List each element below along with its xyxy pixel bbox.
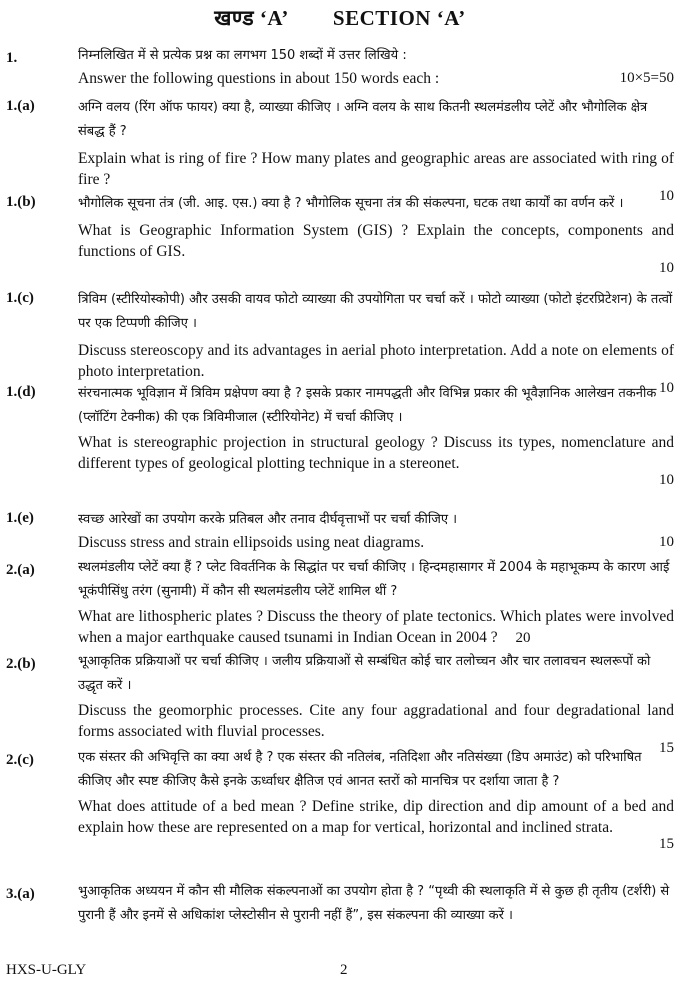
question-text-english: What are lithospheric plates ? Discuss the theory of plate tectonics. Which plates were involved when a major earthquake caused tsunami in Indian Ocean in 2004 ? (78, 608, 674, 646)
question-number: 1.(d) (6, 384, 36, 400)
question-marks: 10 (659, 472, 674, 488)
question-text-hindi: भौगोलिक सूचना तंत्र (जी. आइ. एस.) क्या है ? भौगोलिक सूचना तंत्र की संकल्पना, घटक तथा कार्यों का वर्णन करें । (78, 196, 624, 211)
question-text-hindi: भुआकृतिक अध्ययन में कौन सी मौलिक संकल्पनाओं का उपयोग होता है ? “पृथ्वी की स्थलाकृति में से कुछ ही तृतीय (टर्शरी) से पुरानी हैं और इनमें से अधिकांश प्लेस्टोसीन से पुरानी नहीं हैं”, इस संकल्पना की व्याख्या करें । (78, 884, 670, 923)
question-text-english: What is stereographic projection in structural geology ? Discuss its types, nomenclature and different types of geological plotting technique in a stereonet. (78, 434, 674, 472)
question-number: 1.(c) (6, 290, 34, 306)
question-number: 2.(b) (6, 656, 36, 672)
question-number: 2.(a) (6, 562, 35, 578)
question-text-hindi: एक संस्तर की अभिवृत्ति का क्या अर्थ है ? एक संस्तर की नतिलंब, नतिदिशा और नतिसंख्या (डिप अमाउंट) को परिभाषित कीजिए और स्पष्ट कीजिए कैसे इनके ऊर्ध्वाधर क्षैतिज एवं आनत स्तरों को मानचित्र पर दर्शाया जाता है ? (78, 750, 642, 789)
question-number: 1.(e) (6, 510, 34, 526)
question-number: 1.(b) (6, 194, 36, 210)
question-text-hindi: त्रिविम (स्टीरियोस्कोपी) और उसकी वायव फोटो व्याख्या की उपयोगिता पर चर्चा करें । फोटो व्याख्या (फोटो इंटरप्रिटेशन) के तत्वों पर एक टिप्पणी कीजिए । (78, 292, 673, 331)
section-heading (0, 4, 680, 32)
question-marks: 10 (659, 188, 674, 204)
question-marks: 10 (659, 380, 674, 396)
page-number: 2 (340, 962, 348, 978)
question-number: 2.(c) (6, 752, 34, 768)
question-text-english: Discuss stress and strain ellipsoids using neat diagrams. (78, 534, 425, 551)
question-marks: 10×5=50 (619, 70, 674, 86)
question-text-english: Explain what is ring of fire ? How many plates and geographic areas are associated with ring of fire ? (78, 150, 674, 188)
question-marks: 15 (659, 836, 674, 852)
question-marks: 10 (659, 534, 674, 550)
question-text-english: What is Geographic Information System (GIS) ? Explain the concepts, components and functions of GIS. (78, 222, 674, 260)
question-text-english: Discuss the geomorphic processes. Cite any four aggradational and four degradational land forms associated with fluvial processes. (78, 702, 674, 740)
question-text-hindi: अग्नि वलय (रिंग ऑफ फायर) क्या है, व्याख्या कीजिए । अग्नि वलय के साथ कितनी स्थलमंडलीय प्लेटें और भौगोलिक क्षेत्र संबद्ध हैं ? (78, 100, 648, 139)
question-text-english: Discuss stereoscopy and its advantages in aerial photo interpretation. Add a note on elements of photo interpretation. (78, 342, 674, 380)
question-marks: 10 (659, 260, 674, 276)
question-text-hindi: निम्नलिखित में से प्रत्येक प्रश्न का लगभग 150 शब्दों में उत्तर लिखिये : (78, 48, 407, 63)
question-marks: 15 (659, 740, 674, 756)
section-heading-english: SECTION ‘A’ (332, 6, 466, 30)
question-text-hindi: भूआकृतिक प्रक्रियाओं पर चर्चा कीजिए । जलीय प्रक्रियाओं से सम्बंधित कोई चार तलोच्चन और चार तलावचन स्थलरूपों को उद्धृत करें । (78, 654, 651, 693)
question-number: 3.(a) (6, 886, 35, 902)
question-text-hindi: संरचनात्मक भूविज्ञान में त्रिविम प्रक्षेपण क्या है ? इसके प्रकार नामपद्धती और विभिन्न प्रकार की भूवैज्ञानिक आलेखन तकनीक (प्लॉटिंग टेक्नीक) की एक त्रिविमीजाल (स्टीरियोनेट) में चर्चा कीजिए । (78, 386, 657, 425)
question-marks: 20 (515, 630, 531, 646)
question-text-english: Answer the following questions in about 150 words each : (78, 70, 440, 87)
question-text-hindi: स्थलमंडलीय प्लेटें क्या हैं ? प्लेट विवर्तनिक के सिद्धांत पर चर्चा कीजिए । हिन्दमहासागर में 2004 के महाभूकम्प के कारण आई भूकंपीसिंधु तरंग (सुनामी) में कौन सी स्थलमंडलीय प्लेटें शामिल थीं ? (78, 560, 670, 599)
section-heading-hindi: खण्ड ‘A’ (214, 6, 289, 30)
question-text-hindi: स्वच्छ आरेखों का उपयोग करके प्रतिबल और तनाव दीर्घवृत्ताभों पर चर्चा कीजिए । (78, 512, 458, 527)
question-text-english: What does attitude of a bed mean ? Define strike, dip direction and dip amount of a bed and explain how these are represented on a map for vertical, horizontal and inclined strata. (78, 798, 674, 836)
paper-code: HXS-U-GLY (6, 962, 87, 978)
question-number: 1.(a) (6, 98, 35, 114)
question-number: 1. (6, 50, 18, 66)
